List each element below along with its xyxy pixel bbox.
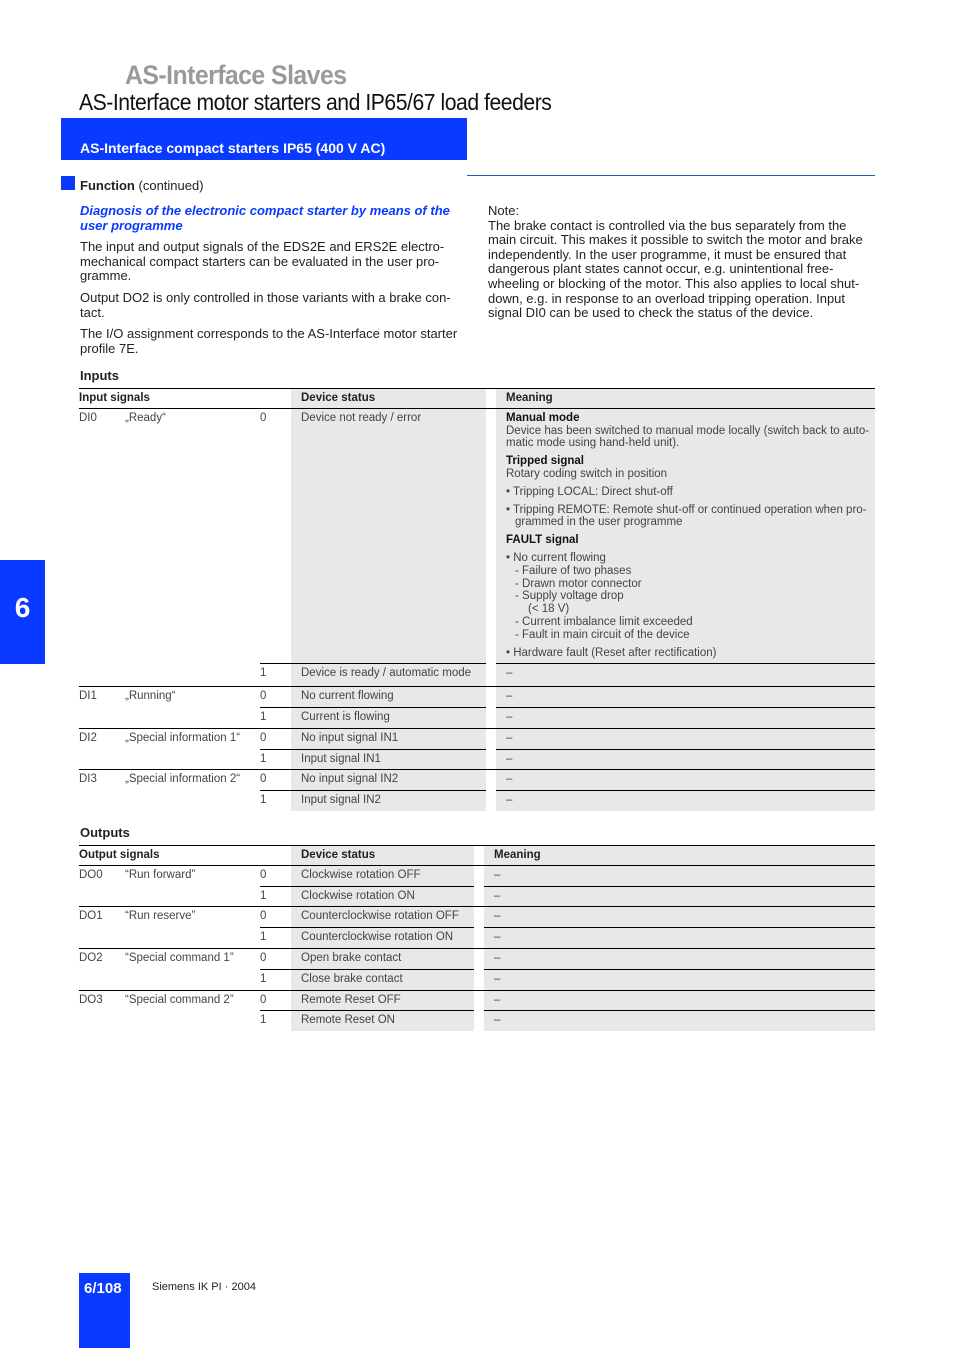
table-row <box>79 664 875 687</box>
outputs-header-row <box>79 846 875 866</box>
device-status: Input signal IN1 <box>291 749 486 770</box>
meaning-value: – <box>496 791 875 811</box>
bit-value: 1 <box>260 1011 291 1031</box>
page-title: AS-Interface Slaves <box>125 60 347 90</box>
device-status: Counterclockwise rotation OFF <box>291 907 474 928</box>
list-subitem: - Current imbalance limit exceeded <box>515 615 693 628</box>
diagnosis-heading: Diagnosis of the electronic compact starter by means of the user programme <box>80 203 450 233</box>
list-item: • Tripping LOCAL: Direct shut-off <box>506 485 673 498</box>
device-status: Open brake contact <box>291 948 474 969</box>
signal-id: DO2 <box>79 948 125 969</box>
col-device-status: Device status <box>291 389 486 409</box>
bit-value: 1 <box>260 664 291 687</box>
inputs-table <box>79 388 875 811</box>
outputs-heading: Outputs <box>80 825 130 840</box>
meaning-value: – <box>484 886 875 907</box>
list-item: • Tripping REMOTE: Remote shut-off or continued operation when pro- <box>506 503 867 516</box>
meaning-value: – <box>496 664 875 687</box>
col-output-signals: Output signals <box>79 846 291 866</box>
meaning-value: – <box>496 707 875 728</box>
table-row <box>79 408 875 664</box>
table-row <box>79 990 875 1011</box>
signal-id: DI3 <box>79 770 125 791</box>
bit-value: 0 <box>260 990 291 1011</box>
device-status: Input signal IN2 <box>291 791 486 811</box>
meaning-value: – <box>496 728 875 749</box>
list-subitem-cont: (< 18 V) <box>528 603 570 616</box>
device-status: Close brake contact <box>291 969 474 990</box>
table-row <box>79 687 875 708</box>
left-column <box>80 204 470 363</box>
table-row <box>79 728 875 749</box>
col-input-signals: Input signals <box>79 389 291 409</box>
meaning-value: – <box>484 1011 875 1031</box>
bit-value: 1 <box>260 707 291 728</box>
manual-mode-heading: Manual mode <box>506 411 580 424</box>
right-column <box>488 204 877 321</box>
table-row <box>79 749 875 770</box>
meaning-cell <box>496 408 875 664</box>
bit-value: 0 <box>260 728 291 749</box>
paragraph-1: The input and output signals of the EDS2E and ERS2E electro-mechanical compact starters can be evaluated in the user pro-gramme. <box>80 239 445 284</box>
table-row <box>79 948 875 969</box>
list-subitem: - Fault in main circuit of the device <box>515 628 690 641</box>
signal-name: „Ready“ <box>125 411 166 424</box>
bit-value: 1 <box>260 749 291 770</box>
list-item: • No current flowing <box>506 551 606 564</box>
signal-name: „Special information 2“ <box>125 770 260 791</box>
list-item-cont: grammed in the user programme <box>515 516 683 529</box>
bit-value: 0 <box>260 907 291 928</box>
device-status: Counterclockwise rotation ON <box>291 928 474 949</box>
meaning-value: – <box>496 687 875 708</box>
device-status: No input signal IN2 <box>291 770 486 791</box>
signal-name: „Special information 1“ <box>125 728 260 749</box>
page-subtitle: AS-Interface motor starters and IP65/67 load feeders <box>79 89 552 115</box>
bit-value: 1 <box>260 928 291 949</box>
meaning-value: – <box>484 948 875 969</box>
note-label: Note: <box>488 203 520 218</box>
page-number: 6/108 <box>84 1280 122 1297</box>
manual-mode-text: Device has been switched to manual mode locally (switch back to auto-matic mode using hand-held unit). <box>506 424 870 450</box>
bit-value: 0 <box>260 687 291 708</box>
chapter-number: 6 <box>14 592 31 623</box>
note-text: The brake contact is controlled via the bus separately from the main circuit. This makes it possible to switch the motor and brake independently. In the user programme, it must be ensured that dangerous plant states cannot occur, e.g. unintentional free-wheeling or blocking of the motor. This also applies to local shut-down, e.g. in response to an overload tripping operation. Input signal DI0 can be used to check the status of the device. <box>488 217 863 321</box>
list-subitem: - Failure of two phases <box>515 564 632 577</box>
col-meaning: Meaning <box>496 389 875 409</box>
device-status: No current flowing <box>291 687 486 708</box>
paragraph-3: The I/O assignment corresponds to the AS-Interface motor starter profile 7E. <box>80 326 458 356</box>
table-row <box>79 865 875 886</box>
col-device-status: Device status <box>291 846 474 866</box>
signal-name: “Special command 2” <box>125 990 260 1011</box>
outputs-table <box>79 845 875 1031</box>
bit-value: 0 <box>260 770 291 791</box>
function-suffix: (continued) <box>138 178 204 193</box>
signal-name: “Special command 1” <box>125 948 260 969</box>
inputs-heading: Inputs <box>80 368 119 383</box>
signal-id: DO1 <box>79 907 125 928</box>
bit-value: 1 <box>260 791 291 811</box>
section-title: AS-Interface compact starters IP65 (400 V AC) <box>80 140 386 156</box>
device-status: No input signal IN1 <box>291 728 486 749</box>
list-item: • Hardware fault (Reset after rectification) <box>506 646 717 659</box>
list-subitem: - Drawn motor connector <box>515 577 642 590</box>
table-row <box>79 1011 875 1031</box>
bit-value: 0 <box>260 948 291 969</box>
paragraph-2: Output DO2 is only controlled in those variants with a brake con-tact. <box>80 289 451 320</box>
meaning-value: – <box>484 865 875 886</box>
bit-value: 1 <box>260 969 291 990</box>
meaning-value: – <box>484 990 875 1011</box>
device-status: Clockwise rotation ON <box>291 886 474 907</box>
inputs-header-row <box>79 389 875 409</box>
signal-id: DO0 <box>79 868 103 881</box>
signal-id: DI0 <box>79 411 97 424</box>
device-status: Remote Reset ON <box>291 1011 474 1031</box>
signal-id: DI1 <box>79 687 125 708</box>
device-status: Device not ready / error <box>291 408 486 664</box>
table-row <box>79 907 875 928</box>
table-row <box>79 707 875 728</box>
device-status: Current is flowing <box>291 707 486 728</box>
meaning-value: – <box>496 770 875 791</box>
signal-name: “Run forward” <box>125 868 196 881</box>
bit-value: 0 <box>260 411 267 424</box>
device-status: Device is ready / automatic mode <box>291 664 486 687</box>
meaning-value: – <box>484 969 875 990</box>
publisher-footer: Siemens IK PI · 2004 <box>152 1281 256 1293</box>
signal-name: „Running“ <box>125 687 260 708</box>
table-row <box>79 886 875 907</box>
device-status: Clockwise rotation OFF <box>291 865 474 886</box>
table-row <box>79 791 875 811</box>
table-row <box>79 928 875 949</box>
meaning-value: – <box>484 907 875 928</box>
signal-name: “Run reserve” <box>125 907 260 928</box>
device-status: Remote Reset OFF <box>291 990 474 1011</box>
meaning-value: – <box>496 749 875 770</box>
section-rule <box>467 175 875 176</box>
tripped-signal-heading: Tripped signal <box>506 455 584 468</box>
function-label: Function <box>80 178 135 193</box>
fault-signal-heading: FAULT signal <box>506 534 579 547</box>
function-heading <box>80 178 204 193</box>
section-marker <box>61 176 75 190</box>
table-row <box>79 969 875 990</box>
table-row <box>79 770 875 791</box>
list-subitem: - Supply voltage drop <box>515 590 624 603</box>
signal-id: DO3 <box>79 990 125 1011</box>
tripped-signal-text: Rotary coding switch in position <box>506 467 668 480</box>
signal-id: DI2 <box>79 728 125 749</box>
bit-value: 0 <box>260 868 267 881</box>
col-meaning: Meaning <box>484 846 875 866</box>
bit-value: 1 <box>260 886 291 907</box>
meaning-value: – <box>484 928 875 949</box>
